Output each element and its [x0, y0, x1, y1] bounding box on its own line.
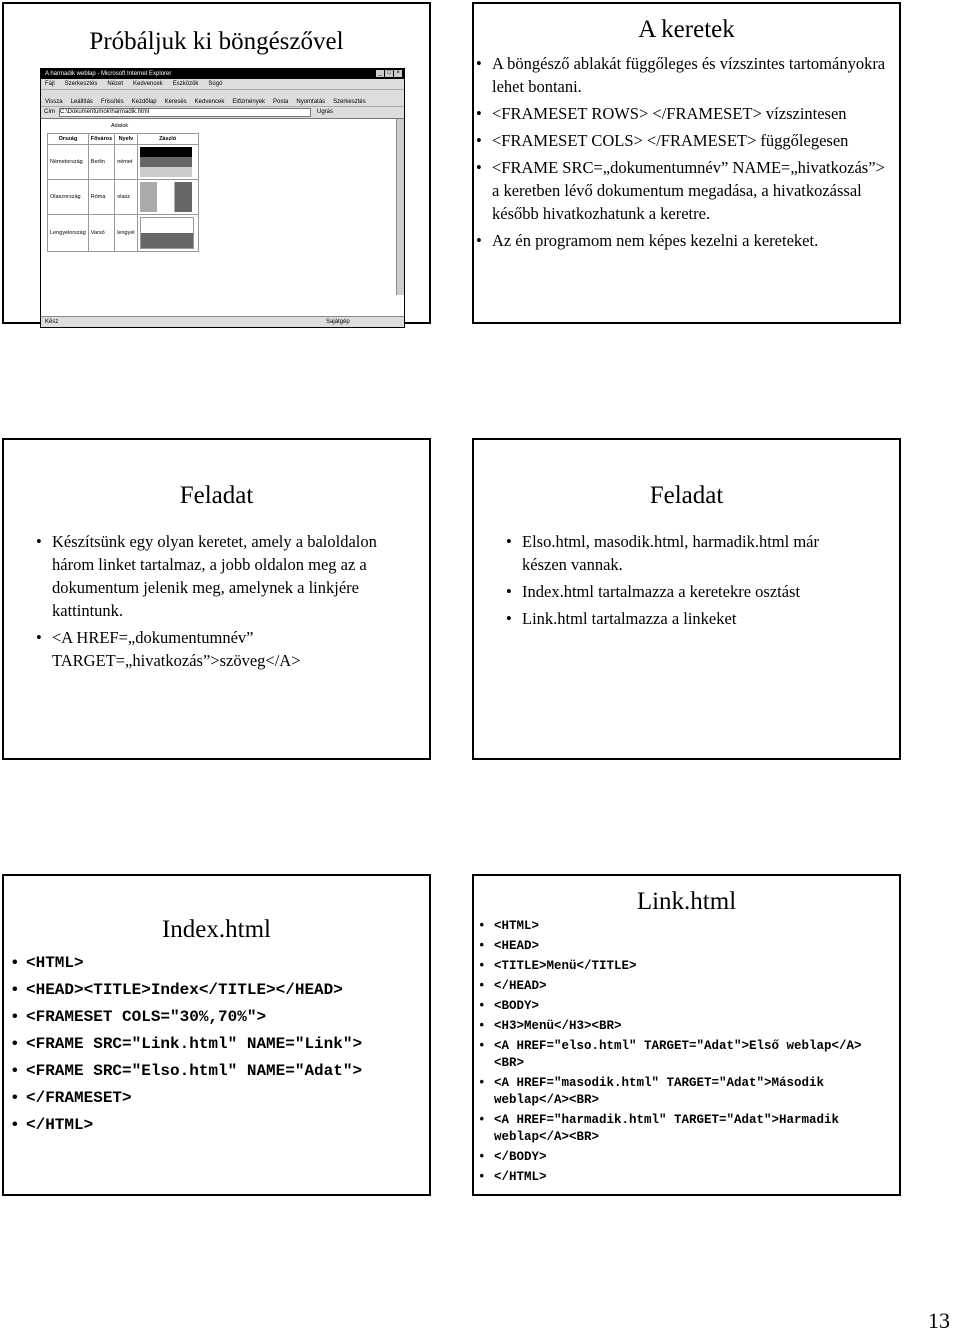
- code-line: • <HTML>: [8, 952, 429, 975]
- code-line: • <FRAME SRC="Link.html" NAME="Link">: [8, 1033, 429, 1056]
- address-field: C:\Dokumentumok\harmadik.html: [59, 108, 311, 117]
- code-line: • <HEAD><TITLE>Index</TITLE></HEAD>: [8, 979, 429, 1002]
- status-bar: [41, 316, 404, 327]
- browser-title-bar: [41, 69, 404, 79]
- toolbar-button: Frissítés: [100, 99, 124, 105]
- toolbar-button: Nyomtatás: [296, 99, 326, 105]
- menu-item: Fájl: [45, 81, 55, 87]
- slide-title: Link.html: [636, 888, 737, 915]
- slide-title: Feladat: [179, 482, 254, 509]
- slide-title: Próbáljuk ki böngészővel: [89, 28, 344, 55]
- code-line: • <HEAD>: [476, 938, 887, 955]
- menu-item: Nézet: [107, 81, 124, 87]
- bullet-item: • Link.html tartalmazza a linkeket: [504, 607, 839, 630]
- slide-title: A keretek: [638, 16, 735, 43]
- code-line: • <A HREF="masodik.html" TARGET="Adat">Második weblap</A><BR>: [476, 1075, 887, 1109]
- bullet-item: • Az én programom nem képes kezelni a kereteket.: [474, 229, 887, 252]
- browser-menu-bar: [41, 79, 404, 89]
- page-number: 13: [928, 1308, 950, 1333]
- toolbar-button: Kedvencek: [194, 99, 225, 105]
- code-line: • </HEAD>: [476, 978, 887, 995]
- table-cell: Berlin: [88, 145, 114, 180]
- table-cell: lengyel: [115, 215, 137, 252]
- bullet-item: • <FRAME SRC=„dokumentumnév” NAME=„hivatkozás”> a keretben lévő dokumentum megadása, a hivatkozással később hivatkozhatunk a keretre.: [474, 156, 887, 225]
- code-list: [8, 952, 429, 1137]
- toolbar-button: Előzmények: [232, 99, 266, 105]
- table-cell: Varsó: [88, 215, 114, 252]
- code-line: • </BODY>: [476, 1149, 887, 1166]
- table-cell: Olaszország: [48, 180, 89, 215]
- slide-probaljuk: [2, 2, 431, 324]
- table-header: Nyelv: [115, 134, 137, 145]
- table-row: [48, 145, 199, 180]
- browser-toolbar: [41, 89, 404, 106]
- code-line: • <A HREF="harmadik.html" TARGET="Adat">Harmadik weblap</A><BR>: [476, 1112, 887, 1146]
- table-header: Főváros: [88, 134, 114, 145]
- code-list: [476, 918, 887, 1186]
- code-line: • <TITLE>Menü</TITLE>: [476, 958, 887, 975]
- menu-item: Szerkesztés: [64, 81, 98, 87]
- maximize-icon: □: [385, 70, 393, 77]
- slide-title: Feladat: [649, 482, 724, 509]
- table-header: Ország: [48, 134, 89, 145]
- toolbar-button: Szerkesztés: [333, 99, 366, 105]
- address-label: Cím: [44, 109, 55, 115]
- code-line: • </FRAMESET>: [8, 1087, 429, 1110]
- table-cell: Róma: [88, 180, 114, 215]
- slide-keretek: [472, 2, 901, 324]
- bullet-item: • A böngésző ablakát függőleges és vízszintes tartományokra lehet bontani.: [474, 52, 887, 98]
- table-cell: Lengyelország: [48, 215, 89, 252]
- toolbar-button: Keresés: [164, 99, 187, 105]
- bullet-item: • <A HREF=„dokumentumnév” TARGET=„hivatkozás”>szöveg</A>: [34, 626, 399, 672]
- flag-poland: [137, 215, 198, 252]
- code-line: • <HTML>: [476, 918, 887, 935]
- code-line: • <FRAME SRC="Elso.html" NAME="Adat">: [8, 1060, 429, 1083]
- code-line: • </HTML>: [8, 1114, 429, 1137]
- close-icon: ×: [394, 70, 402, 77]
- browser-screenshot: [40, 68, 405, 328]
- bullet-list: [504, 530, 839, 630]
- menu-item: Súgó: [208, 81, 223, 87]
- slide-index-html: [2, 874, 431, 1196]
- slide-feladat-2: [472, 438, 901, 760]
- bullet-list: [34, 530, 399, 672]
- bullet-list: [474, 52, 887, 252]
- toolbar-button: Posta: [273, 99, 289, 105]
- go-button: Ugrás: [317, 109, 334, 115]
- flag-italy: [137, 180, 198, 215]
- address-bar: [41, 106, 404, 118]
- scrollbar: [396, 119, 404, 295]
- table-cell: Németország: [48, 145, 89, 180]
- browser-window-title: A harmadik weblap - Microsoft Internet Explorer: [45, 71, 172, 77]
- toolbar-button: Kezdőlap: [131, 99, 157, 105]
- data-table: [47, 133, 199, 252]
- bullet-item: • <FRAMESET ROWS> </FRAMESET> vízszintesen: [474, 102, 887, 125]
- bullet-item: • <FRAMESET COLS> </FRAMESET> függőlegesen: [474, 129, 887, 152]
- flag-germany: [137, 145, 198, 180]
- slide-link-html: [472, 874, 901, 1196]
- minimize-icon: _: [376, 70, 384, 77]
- code-line: • <FRAMESET COLS="30%,70%">: [8, 1006, 429, 1029]
- table-cell: olasz: [115, 180, 137, 215]
- status-right: Sajátgép: [326, 319, 350, 325]
- code-line: • <BODY>: [476, 998, 887, 1015]
- browser-content: [41, 118, 404, 305]
- toolbar-button: Vissza: [45, 99, 63, 105]
- table-caption: Adatok: [111, 123, 129, 129]
- slide-feladat-1: [2, 438, 431, 760]
- table-row: [48, 215, 199, 252]
- menu-item: Kedvencek: [133, 81, 163, 87]
- toolbar-button: Leállítás: [70, 99, 93, 105]
- bullet-item: • Index.html tartalmazza a keretekre osztást: [504, 580, 839, 603]
- bullet-item: • Elso.html, masodik.html, harmadik.html már készen vannak.: [504, 530, 839, 576]
- code-line: • <H3>Menü</H3><BR>: [476, 1018, 887, 1035]
- bullet-item: • Készítsünk egy olyan keretet, amely a baloldalon három linket tartalmaz, a jobb oldalon meg az a dokumentum jelenik meg, amelynek a linkjére kattintunk.: [34, 530, 399, 622]
- code-line: • </HTML>: [476, 1169, 887, 1186]
- table-row: [48, 180, 199, 215]
- slide-title: Index.html: [161, 916, 271, 943]
- table-header: Zászló: [137, 134, 198, 145]
- menu-item: Eszközök: [172, 81, 199, 87]
- status-left: Kész: [45, 319, 59, 325]
- code-line: • <A HREF="elso.html" TARGET="Adat">Első weblap</A><BR>: [476, 1038, 887, 1072]
- table-cell: német: [115, 145, 137, 180]
